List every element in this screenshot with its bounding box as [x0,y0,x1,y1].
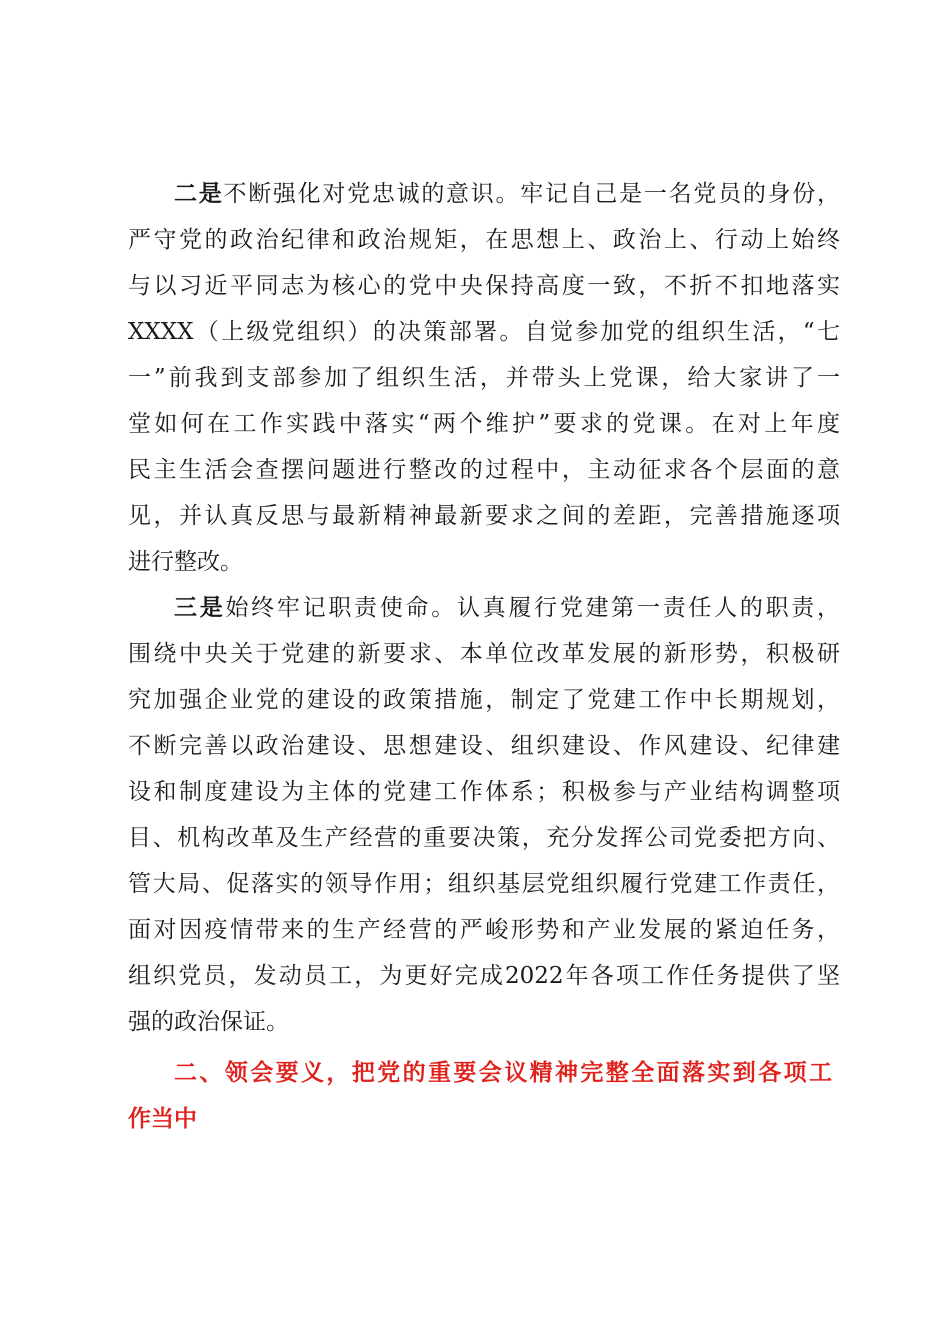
paragraph-three-line-8: 面对因疫情带来的生产经营的严峻形势和产业发展的紧迫任务， [128,917,840,943]
paragraph-three-lead: 三是 [174,595,226,621]
paragraph-three-line-5: 设和制度建设为主体的党建工作体系；积极参与产业结构调整项 [128,779,840,805]
paragraph-two-line-8: 见，并认真反思与最新精神最新要求之间的差距，完善措施逐项 [128,503,840,529]
paragraph-three-text-1: 始终牢记职责使命。认真履行党建第一责任人的职责， [225,595,841,621]
paragraph-three-line-4: 不断完善以政治建设、思想建设、组织建设、作风建设、纪律建 [128,733,840,759]
paragraph-three-line-2: 围绕中央关于党建的新要求、本单位改革发展的新形势，积极研 [128,641,840,667]
paragraph-three-line-9: 组织党员，发动员工，为更好完成2022年各项工作任务提供了坚 [128,963,840,989]
paragraph-two-line-4: XXXX（上级党组织）的决策部署。自觉参加党的组织生活，“七 [128,319,840,345]
paragraph-three-line-3: 究加强企业党的建设的政策措施，制定了党建工作中长期规划， [128,687,840,713]
section-heading-line-2: 作当中 [128,1106,197,1132]
paragraph-three-line-1 [174,585,840,631]
paragraph-three-line-7: 管大局、促落实的领导作用；组织基层党组织履行党建工作责任， [128,871,840,897]
paragraph-two-line-1 [174,171,840,217]
section-heading-line-1: 二、领会要义，把党的重要会议精神完整全面落实到各项工 [174,1060,832,1086]
paragraph-two-line-5: 一”前我到支部参加了组织生活，并带头上党课，给大家讲了一 [128,365,840,391]
paragraph-two-line-9: 进行整改。 [128,549,243,575]
paragraph-two-text-1: 不断强化对党忠诚的意识。牢记自己是一名党员的身份， [223,181,841,207]
paragraph-three-line-6: 目、机构改革及生产经营的重要决策，充分发挥公司党委把方向、 [128,825,840,851]
paragraph-three-line-10: 强的政治保证。 [128,1009,289,1035]
paragraph-two-line-2: 严守党的政治纪律和政治规矩，在思想上、政治上、行动上始终 [128,227,840,253]
paragraph-two-line-3: 与以习近平同志为核心的党中央保持高度一致，不折不扣地落实 [128,273,840,299]
paragraph-two-line-6: 堂如何在工作实践中落实“两个维护”要求的党课。在对上年度 [128,411,840,437]
paragraph-two-lead: 二是 [174,181,224,207]
paragraph-two-line-7: 民主生活会查摆问题进行整改的过程中，主动征求各个层面的意 [128,457,840,483]
